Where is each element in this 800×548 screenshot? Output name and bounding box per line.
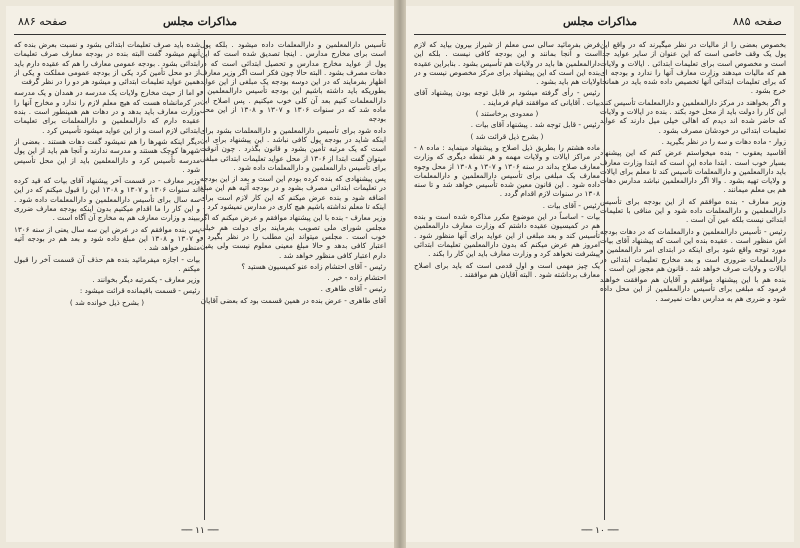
paragraph: وزیر معارف - بنده موافقم که از این بودجه برای تأسیس دارالمعلمین و دارالمعلمات داده شود و این منافی با تعلیمات ابتدائی نیست بلکه عین آن است . [600, 196, 786, 225]
column-divider [204, 40, 205, 520]
book-gutter [394, 0, 406, 548]
paragraph: آقاسید یعقوب - بنده میخواستم عرض کنم که این پیشنهاد بسیار خوب است . ابتدا ماده این است که ابتدا وزارت معارف باید دارالمعلمین و دارالمعلمات تأسیس کند تا معلم برای ایالات و ولایات تهیه بشود . والا اگر دارالمعلمین نباشد مدارس دهات هم بی معلم میمانند . [600, 148, 786, 195]
paragraph: پس پیشنهادی که بنده کرده بودم این است و بعد از این بودجه در تعلیمات ابتدائی مصرف بشود و در بودجه آتیه هم این مبلغ اضافه شود و بنده عرض میکنم که این کار لازم است برای اینکه تا معلم نداشته باشیم هیچ کاری در مدارس نمیشود کرد . [200, 174, 386, 212]
left-page-column-left [14, 40, 200, 520]
footer-rule: ── [607, 526, 619, 536]
paragraph: رئیس - آقای بیات . [542, 200, 600, 210]
paragraph: رئیس - قسمت باقیمانده قرائت میشود : [79, 286, 200, 296]
paragraph: بیات - اجازه میفرمائید بنده هم حذف آن قسمت آخر را قبول میکنم . [14, 254, 200, 273]
footer-rule: ── [207, 526, 219, 536]
paragraph: وزیر معارف - بنده با این پیشنهاد موافقم و عرض میکنم که اگر مجلس شورای ملی تصویب بفرمایند برای دولت هم خیلی خوب است . مجلس میتواند این مطلب را در نظر بگیرد و اعتبار کافی بدهد و حالا مبلغ معینی معلوم نیست ولی یقین دارم اعتبار کافی منظور خواهد شد . [200, 213, 386, 260]
paragraph: شده باید صرف تعلیمات ابتدائی بشود و نسبت بعرض بنده که آنهم میشود گفت البته بنده در بودجه معارف صرف تعلیمات ابتدائی بشود . بودجه عمومی معارف را هم که عقیده دارم باید از دو محل تأمین کرد یکی از بودجه عمومی مملکت و یکی از همین عواید تعلیمات ابتدائی و میشود هر دو را در نظر گرفت [14, 40, 200, 87]
right-page-number: صفحه ۸۸۵ [732, 15, 782, 28]
paragraph: بیات - اساساً در این موضوع مکرر مذاکره شده است و بنده هم در کمیسیون عقیده داشتم که وزارت معارف دارالمعلمین تأسیس کند و بعد مبلغی از این عواید برای آنها منظور شود . امروز هم عرض میکنم که بدون دارالمعلمین تعلیمات ابتدائی پیشرفت نخواهد کرد و وزارت معارف باید این کار را بکند . [414, 212, 600, 259]
right-page [406, 6, 794, 542]
right-page-columns [414, 40, 786, 520]
paragraph: احتشام زاده - خیر . [327, 273, 386, 283]
paragraph: و اگر بخواهند در مرکز دارالمعلمین و دارالمعلمات تأسیس کنند این کار را دولت باید از محل خود بکند . بنده در ایالات و ولایات که حاضر شده اند دیدم که اهالی خیلی میل دارند که عواید تعلیمات ابتدائی در خودشان مصرف بشود . [600, 97, 786, 135]
right-page-column-left [414, 40, 600, 520]
left-page-header [14, 12, 386, 35]
stage-note: ( بشرح ذیل قرائت شد ) [470, 131, 544, 141]
paragraph: رئیس - تأسیس دارالمعلمین و دارالمعلمات که در دهات بودجه اش منظور است . عقیده بنده این است که پیشنهاد آقای بیات مورد توجه واقع شود برای اینکه در ابتدای امر دارالمعلمین و دارالمعلمات ضروری است و بعد مخارج تعلیمات ابتدائی در ایالات و ولایات صرف خواهد شد . قانون هم مجوز این است . [600, 226, 786, 273]
footer-rule: ── [181, 526, 193, 536]
paragraph: آقای طاهری - عرض بنده در همین قسمت بود که بعضی آقایان [200, 295, 386, 305]
column-divider [604, 40, 605, 520]
left-page-number: صفحه ۸۸۶ [18, 15, 68, 28]
right-page-header [414, 12, 786, 35]
paragraph: پس بنده موافقم که در عرض این سه سال یعنی از سنه ۱۳۰۶ و ۱۳۰۷ و ۱۳۰۸ این مبلغ داده شود و بعد هم در بودجه آتیه منظور خواهد شد . [14, 224, 200, 253]
paragraph: وزیر معارف - در قسمت آخر پیشنهاد آقای بیات که قید کرده اند سنوات ۱۳۰۶ و ۱۳۰۷ و ۱۳۰۸ این را قبول میکنم که در این سه سال برای تأسیس دارالمعلمین و دارالمعلمات داده شود . و این کار را ما اقدام میکنیم بدون اینکه بودجه معارف ضرری ببیند و وزارت معارف هم به مخارج آن آگاه است . [14, 176, 200, 223]
paragraph: بنده هم با این پیشنهاد موافقم و آقایان هم موافقت خواهند فرمود که مبلغی برای تأسیس دارالمعلمین از این محل داده شود و ضرری هم به مدارس دهات نمیرسد . [600, 275, 786, 303]
stage-note: ( بشرح ذیل خوانده شد ) [69, 297, 145, 307]
right-page-column-right [600, 40, 786, 520]
stage-note: ( معدودی برخاستند ) [475, 109, 539, 119]
left-page-footer [6, 526, 394, 536]
paragraph: زوار - ماده دهات و سه را در نظر بگیرید . [661, 136, 786, 146]
paragraph: رئیس - رأی گرفته میشود بر قابل توجه بودن پیشنهاد آقای بیات . آقایانی که موافقند قیام فرمایند . [414, 88, 600, 107]
paragraph: بخصوص بعضی را از مالیات در نظر میگیرند که در واقع این پول یک وقف خاصی است که این عنوان از سایر عواید جدا است و مخصوص است برای تعلیمات ابتدائی . ایالات و ولایات هم که مالیات میدهند وزارت معارف آنها را ندارد و بودجه ای که برای تعلیمات ابتدائی آنها تخصیص داده شده باید در همانجا خرج بشود . [600, 40, 786, 96]
left-page [6, 6, 394, 542]
paragraph: وزیر معارف - یکمرتبه دیگر بخوانند . [92, 275, 200, 285]
paragraph: ماده هشتم را بطریق ذیل اصلاح و پیشنهاد مینماید : ماده ۸ - در مراکز ایالات و ولایات مهمه و هر نقطه دیگری که وزارت معارف صلاح بداند در سنه ۱۳۰۶ و ۱۳۰۷ و ۱۳۰۸ از محل وجوه معارف یک مبلغی برای تأسیس دارالمعلمین و دارالمعلمات داده شود . این قانون معین شده تأسیس خواهد شد و تا سنه ۱۳۰۸ در سنوات لازم اقدام گردد . [414, 142, 600, 199]
left-page-columns [14, 40, 386, 520]
left-page-running-title: مذاکرات مجلس [163, 15, 237, 28]
paragraph: داده شود برای تأسیس دارالمعلمین و دارالمعلمات بشود برای اینکه شاید در بودجه پول کافی نباشد . این پیشنهاد برای این است که یک مرتبه تأمین بشود و قانون بگذرد . چون آنوقت میتوان گفت ابتدا از ۱۳۰۶ از محل عواید تعلیمات ابتدائی مبلغی برای تأسیس دارالمعلمین و دارالمعلمات داده شود . [200, 125, 386, 172]
paragraph: رئیس - آقای احتشام زاده عنو کمیسیون هستید ؟ [241, 261, 386, 271]
paragraph: یک چیز مهمی است و اول قدمی است که باید برای اصلاح معارف برداشته شود . البته آقایان هم موافقند . [414, 260, 600, 279]
paragraph: تأسیس دارالمعلمین و دارالمعلمات داده میشود . بلکه پول است برای مخارج مدارس . اینجا تصدیق شده است که این پول از عواید مخارج مدارس و تحصیل ابتدائی است که در دهات مصرف بشود . البته حالا چون فکر است اگر وزیر معارف اظهار بفرمایند که در این دوسه بودجه یک مبلغی از این عواید بطوریکه باید داشته باشیم این بودجه تأسیس دارالمعلمین و دارالمعلمات کنیم بعد آن کلی خوب میکنیم . پس اصلاح این ماده شد که در سنوات ۱۳۰۶ و ۱۳۰۷ و ۱۳۰۸ از این محل بودجه [200, 40, 386, 124]
left-footer-number: ۱۱ [195, 526, 205, 536]
footer-rule: ── [581, 526, 593, 536]
left-page-column-right [200, 40, 386, 520]
paragraph: رئیس - قابل توجه شد . پیشنهاد آقای بیات . [470, 120, 600, 130]
right-page-running-title: مذاکرات مجلس [563, 15, 637, 28]
paragraph: فرض بفرمائید سالی سی معلم از شیراز بیرون بیاید که لازم است و آنجا بمانند و این بودجه کافی نیست . بلکه این دارالمعلمین ها باید در ولایات هم تأسیس بشود . بنابراین عقیده بنده این است که این پیشنهاد برای مرکز مخصوص نیست و در ولایات هم باید بشود . [414, 40, 600, 87]
right-page-footer [406, 526, 794, 536]
right-footer-number: ۱۰ [595, 526, 605, 536]
paragraph: و اما از حیث مخارج ولایات یک مدرسه در همدان و یک مدرسه در کرمانشاه هست که هیچ معلم لازم را ندارد و مخارج آنها را وزارت معارف باید بدهد و در دهات هم همینطور است . بنده عقیده دارم که دارالمعلمین و دارالمعلمات برای تعلیمات ابتدائی لازم است و از این عواید میشود تأسیس کرد . [14, 88, 200, 135]
paragraph: دیگر اینکه شهرها را هم نمیشود گفت دهات هستند . بعضی از شهرها کوچک هستند و مدرسه ندارند و آنجا هم باید از این پول مدرسه تأسیس کرد و دارالمعلمین باید از این محل تأسیس شود . [14, 136, 200, 174]
paragraph: رئیس - آقای طاهری . [320, 284, 386, 294]
